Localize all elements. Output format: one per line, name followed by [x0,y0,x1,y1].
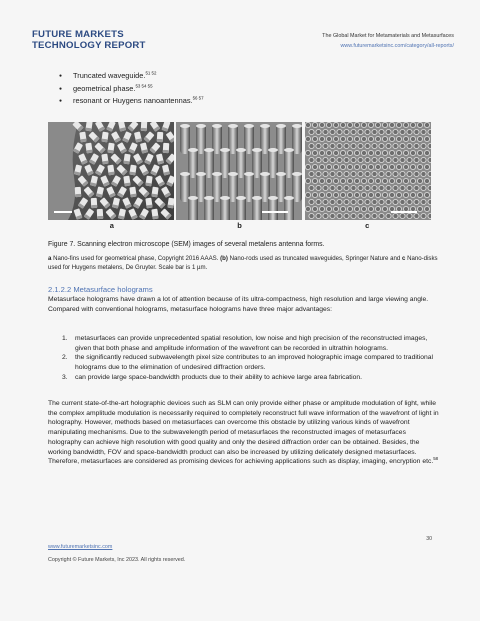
advantages-list [62,334,440,383]
panel-label-c: c [365,221,370,230]
brand-header [32,29,146,51]
figure-caption: Figure 7. Scanning electron microscope (SEM) images of several metalens antenna forms. [48,241,325,248]
panel-label-a: a [109,221,114,230]
reference-marker: 51 52 [145,70,157,76]
panel-label-b: b [237,221,242,230]
footer-url-link[interactable]: www.futuremarketsinc.com [48,544,113,550]
page-number: 30 [426,536,432,542]
brand-line-1: FUTURE MARKETS [32,29,124,40]
report-url-link[interactable]: www.futuremarketsinc.com/category/all-reports/ [340,43,454,49]
sem-figure [48,122,431,220]
brand-line-2: TECHNOLOGY REPORT [32,40,146,51]
intro-paragraph: Metasurface holograms have drawn a lot of attention because of its ultra-compactness, high resolution and large viewing angle. Compared with conventional holograms, metasurface holograms have three major advantages: [48,296,429,313]
reference-marker: 58 [433,455,439,461]
list-item: 3. can provide large space-bandwidth products due to their ability to achieve large area fabrication. [62,373,363,381]
sem-image-nano-disks [305,122,431,220]
reference-marker: 56 57 [192,95,204,101]
section-heading: 2.1.2.2 Metasurface holograms [48,285,153,294]
figure-detail: a Nano-fins used for geometrical phase, Copyright 2016 AAAS. (b) Nano-rods used as truncated waveguides, Springer Nature and c Nano-disks used for Huygens metalens, De Gruyter. Scale bar is 1 µm. [48,255,438,271]
list-item: ● Truncated waveguide.$^{51 52}$ [59,70,204,83]
list-item: ● resonant or Huygens nanoantennas.$^{56 57}$ [59,95,204,108]
list-item: ● geometrical phase.$^{53 54 55}$ [59,83,204,96]
reference-marker: 53 54 55 [135,83,153,89]
sem-image-nano-fins [48,122,174,220]
body-paragraph: The current state-of-the-art holographic devices such as SLM can only provide either phase or amplitude modulation of light, while the complex amplitude modulation is necessarily required to completely reconstruct full wave information of the wavefront of light in holography. However, methods based on metasurfaces can overcome this obstacle by utilizing various kinds of wavefront manipulating mechanisms. Due to the subwavelength period of metasurfaces the reconstructed images of metasurfaces holography can achieve high resolution with good quality and only the desired diffraction order can be obtained. Besides, the working bandwidth, FOV and space-bandwidth product can also be increased by utilizing delicately designed metasurfaces. Therefore, metasurfaces are considered as promising devices for achieving applications such as display, imaging, encryption etc.$^{58}$ [48,400,439,466]
report-title: The Global Market for Metamaterials and Metasurfaces [322,33,454,39]
sem-image-nano-rods [176,122,302,220]
list-item: 2. the significantly reduced subwavelength pixel size contributes to an improved holographic image compared to traditional holograms due to the elimination of undesired diffraction orders. [62,354,433,372]
report-header [322,31,454,51]
panel-labels [48,221,431,230]
antenna-type-list [59,70,204,108]
list-item: 1. metasurfaces can provide unprecedented spatial resolution, low noise and high precision of the reconstructed images, given that both phase and amplitude information of the wavefront can be recorded in ultrathin holograms. [62,335,428,352]
footer-copyright: Copyright © Future Markets, Inc 2023. All rights reserved. [48,557,186,563]
